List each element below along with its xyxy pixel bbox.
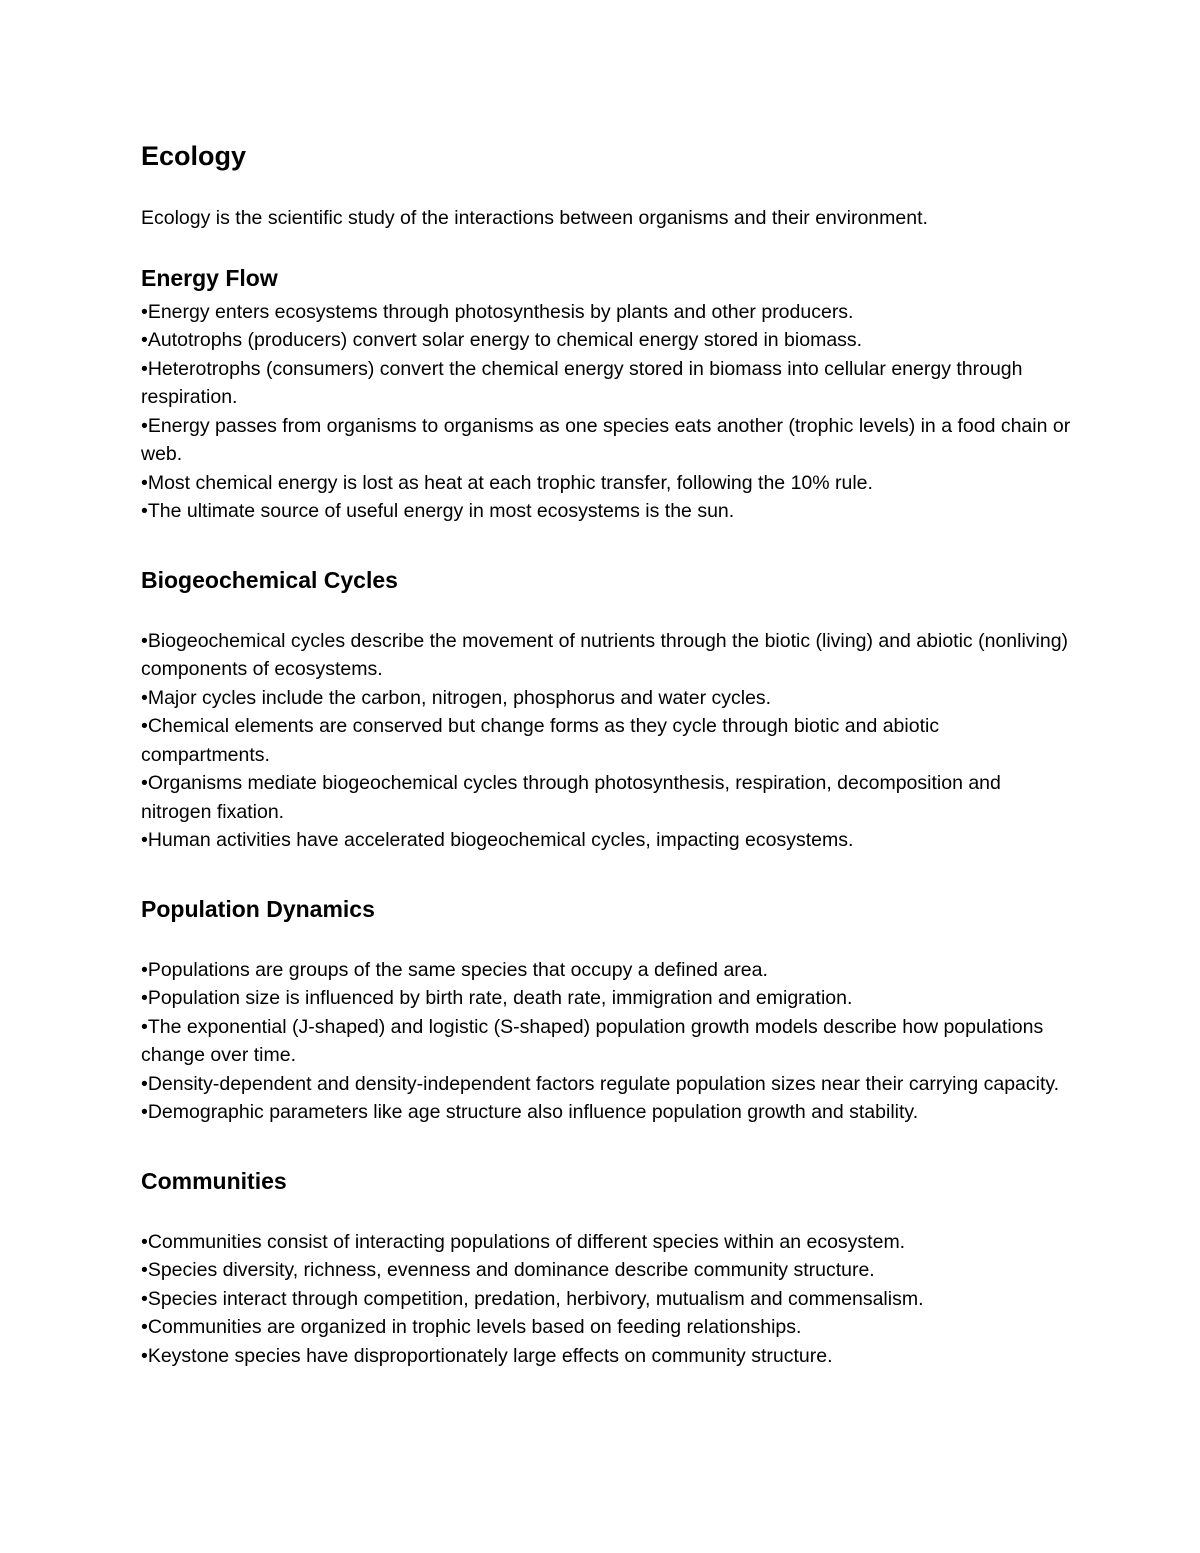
- bullet-list: [141, 956, 1071, 1127]
- section-biogeochemical-cycles: [141, 564, 1071, 855]
- intro-paragraph: Ecology is the scientific study of the interactions between organisms and their environment.: [141, 207, 928, 229]
- document-page: [141, 136, 1071, 1370]
- list-item: • Demographic parameters like age structure also influence population growth and stability.: [141, 1098, 1071, 1127]
- list-item: • Communities consist of interacting populations of different species within an ecosystem.: [141, 1228, 1071, 1257]
- section-heading: Communities: [141, 1167, 287, 1194]
- list-item: • Species interact through competition, predation, herbivory, mutualism and commensalism.: [141, 1285, 1071, 1314]
- bullet-list: [141, 1228, 1071, 1371]
- section-heading: Population Dynamics: [141, 895, 375, 922]
- bullet-list: [141, 298, 1071, 526]
- section-heading: Biogeochemical Cycles: [141, 566, 398, 593]
- list-item: • Population size is influenced by birth rate, death rate, immigration and emigration.: [141, 984, 1071, 1013]
- list-item: • Species diversity, richness, evenness and dominance describe community structure.: [141, 1256, 1071, 1285]
- list-item: • Autotrophs (producers) convert solar energy to chemical energy stored in biomass.: [141, 326, 1071, 355]
- section-population-dynamics: [141, 893, 1071, 1127]
- section-heading: Energy Flow: [141, 264, 278, 291]
- list-item: • Most chemical energy is lost as heat at each trophic transfer, following the 10% rule.: [141, 469, 1071, 498]
- list-item: • Keystone species have disproportionately large effects on community structure.: [141, 1342, 1071, 1371]
- list-item: • Major cycles include the carbon, nitrogen, phosphorus and water cycles.: [141, 684, 1071, 713]
- list-item: • Populations are groups of the same species that occupy a defined area.: [141, 956, 1071, 985]
- list-item: • Chemical elements are conserved but change forms as they cycle through biotic and abiotic compartments.: [141, 712, 1071, 769]
- list-item: • Heterotrophs (consumers) convert the chemical energy stored in biomass into cellular energy through respiration.: [141, 355, 1071, 412]
- list-item: • Density-dependent and density-independent factors regulate population sizes near their carrying capacity.: [141, 1070, 1071, 1099]
- list-item: • Energy passes from organisms to organisms as one species eats another (trophic levels) in a food chain or web.: [141, 412, 1071, 469]
- list-item: • The ultimate source of useful energy in most ecosystems is the sun.: [141, 497, 1071, 526]
- list-item: • Energy enters ecosystems through photosynthesis by plants and other producers.: [141, 298, 1071, 327]
- list-item: • Human activities have accelerated biogeochemical cycles, impacting ecosystems.: [141, 826, 1071, 855]
- list-item: • Biogeochemical cycles describe the movement of nutrients through the biotic (living) and abiotic (nonliving) components of ecosystems.: [141, 627, 1071, 684]
- list-item: • The exponential (J-shaped) and logistic (S-shaped) population growth models describe how populations change over time.: [141, 1013, 1071, 1070]
- section-communities: [141, 1165, 1071, 1371]
- list-item: • Organisms mediate biogeochemical cycles through photosynthesis, respiration, decomposition and nitrogen fixation.: [141, 769, 1071, 826]
- list-item: • Communities are organized in trophic levels based on feeding relationships.: [141, 1313, 1071, 1342]
- bullet-list: [141, 627, 1071, 855]
- page-title: Ecology: [141, 141, 247, 171]
- section-energy-flow: [141, 262, 1071, 526]
